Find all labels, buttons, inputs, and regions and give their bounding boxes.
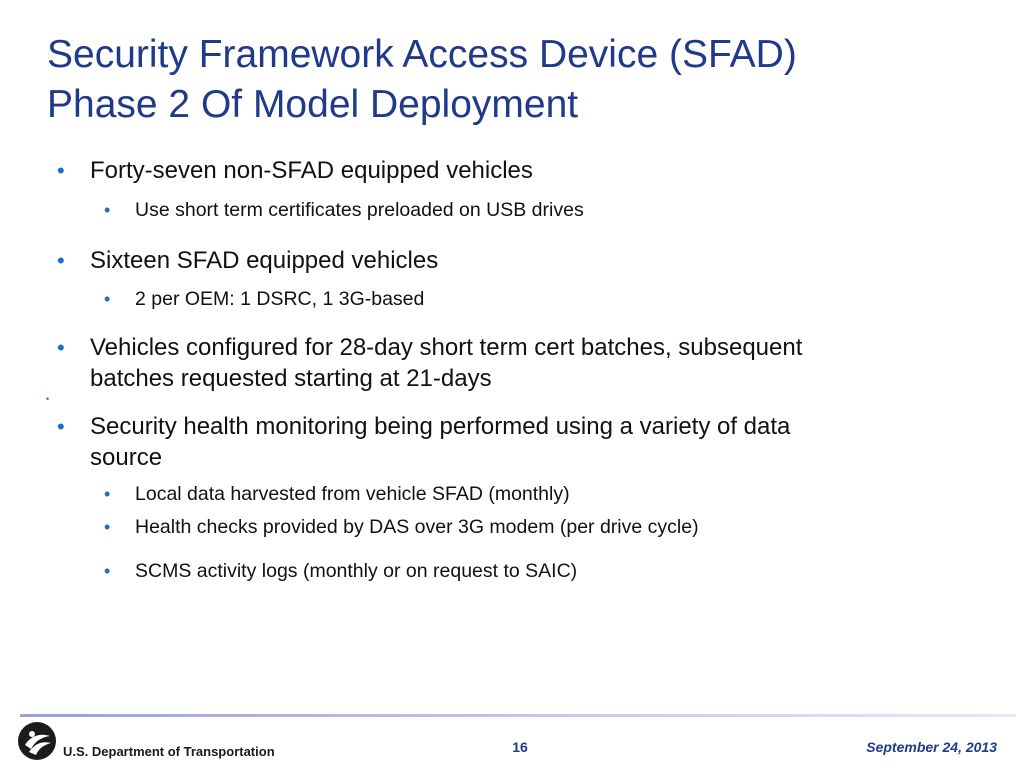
bullet-icon: • [57,414,65,439]
bullet-item [57,245,957,276]
bullet-text: Forty-seven non-SFAD equipped vehicles [90,157,533,184]
sub-bullet-item [104,197,964,223]
bullet-icon: • [57,335,65,360]
page-number: 16 [512,739,528,755]
bullet-text: Sixteen SFAD equipped vehicles [90,247,439,274]
sub-bullet-text: Use short term certificates preloaded on USB drives [135,199,584,221]
sub-bullet-text: Health checks provided by DAS over 3G modem (per drive cycle) [135,516,699,538]
bullet-text-line-1: Security health monitoring being performed using a variety of data [90,413,791,440]
bullet-text [90,332,957,394]
sub-bullet-text: 2 per OEM: 1 DSRC, 1 3G-based [135,288,425,310]
title-line-1: Security Framework Access Device (SFAD) [47,33,797,76]
sub-bullet-item [104,558,964,584]
sub-bullet-icon: • [104,517,111,537]
bullet-item [57,155,957,186]
sub-bullet-item [104,481,964,507]
bullet-text-line-1: Vehicles configured for 28-day short term cert batches, subsequent [90,334,803,361]
footer-department: U.S. Department of Transportation [63,744,275,759]
bullet-icon: • [57,248,65,273]
title-line-2: Phase 2 Of Model Deployment [47,83,579,126]
bullet-item [57,411,957,473]
sub-bullet-icon: • [104,289,111,309]
sub-bullet-icon: • [104,561,111,581]
bullet-icon: • [57,158,65,183]
sub-bullet-icon: • [104,484,111,504]
sub-bullet-text: SCMS activity logs (monthly or on request to SAIC) [135,560,578,582]
stray-bullet-icon: • [46,394,50,404]
dot-seal-logo-icon [17,721,57,761]
bullet-text-line-2: batches requested starting at 21-days [90,365,492,392]
bullet-text [90,411,957,473]
footer-divider [20,714,1016,717]
footer-date: September 24, 2013 [866,739,997,755]
bullet-item [57,332,957,394]
sub-bullet-item [104,514,964,540]
sub-bullet-icon: • [104,200,111,220]
sub-bullet-text: Local data harvested from vehicle SFAD (monthly) [135,483,570,505]
bullet-text-line-2: source [90,444,163,471]
sub-bullet-item [104,286,964,312]
